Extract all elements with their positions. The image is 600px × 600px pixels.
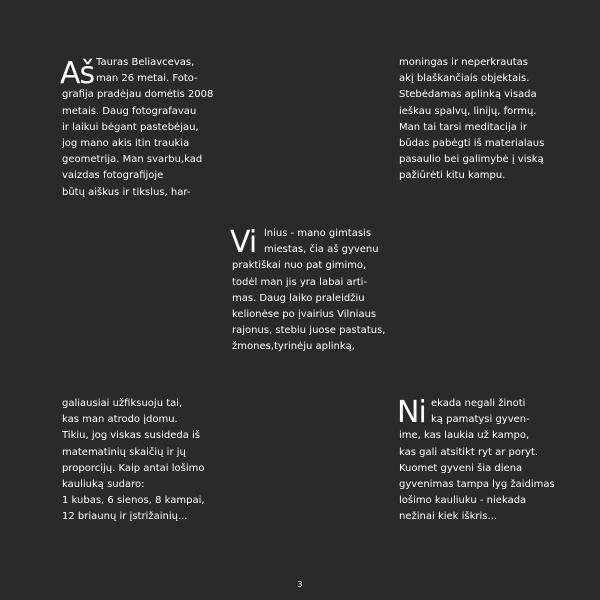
drop-cap: Ni (397, 395, 426, 430)
text-block-intro (62, 55, 242, 201)
text-line: ir laikui bėgant pastebėjau, (62, 121, 199, 133)
text-line: būtų aiškus ir tikslus, har- (62, 186, 191, 198)
text-line: metais. Daug fotografavau (62, 105, 197, 117)
text-line: rajonus, stebiu juose pastatus, (232, 325, 386, 337)
text-line: proporcijų. Kaip antai lošimo (62, 462, 205, 474)
text-line: lnius - mano gimtasis (264, 228, 372, 239)
text-line: vaizdas fotografijoje (62, 170, 164, 182)
text-line: man 26 metai. Foto- (96, 73, 198, 85)
text-line: Tikiu, jog viskas susideda iš (62, 430, 200, 442)
text-line: lošimo kauliuku - niekada (399, 495, 527, 507)
text-line: Man tai tarsi meditacija ir (399, 121, 527, 133)
text-block-continued (399, 55, 579, 185)
text-line: ieškau spalvų, linijų, formų. (399, 105, 537, 117)
text-line: Kuomet gyveni šia diena (399, 462, 523, 474)
text-block-geometry (62, 396, 242, 526)
text-line: gyvenimas tampa lyg žaidimas (399, 479, 555, 491)
drop-cap: Aš (60, 56, 95, 91)
text-line: akį blaškančiais objektais. (399, 73, 530, 85)
text-line: ekada negali žinoti (431, 398, 526, 409)
text-line: geometrija. Man svarbu,kad (62, 154, 203, 166)
text-line: galiausiai užfiksuoju tai, (62, 398, 183, 409)
drop-cap: Vi (230, 225, 257, 260)
text-line: nežinai kiek iškris... (399, 511, 498, 523)
text-line: matematinių skaičių ir jų (62, 446, 186, 458)
text-line: todėl man jis yra labai arti- (232, 276, 368, 288)
text-line: kas man atrodo įdomu. (62, 414, 178, 426)
text-line: žmones,tyrinėju aplinką, (232, 341, 355, 353)
text-line: pasaulio bei galimybė į viską (399, 154, 544, 166)
text-line: ime, kas laukia už kampo, (399, 430, 530, 442)
text-line: grafija pradėjau domėtis 2008 (62, 89, 214, 101)
text-line: 12 briaunų ir įstrižainių... (62, 511, 188, 523)
text-line: kelionėse po įvairius Vilniaus (232, 309, 377, 321)
text-block-never (399, 396, 579, 526)
text-line: moningas ir neperkrautas (399, 57, 528, 68)
text-line: jog mano akis itin traukia (62, 138, 190, 150)
text-line: ką pamatysi gyven- (431, 414, 530, 426)
text-line: 1 kubas, 6 sienos, 8 kampai, (62, 495, 205, 507)
text-line: kas gali atsitikt ryt ar poryt. (399, 446, 539, 458)
text-line: pažiūrėti kitu kampu. (399, 170, 506, 182)
text-line: kauliuką sudaro: (62, 479, 145, 491)
text-line: miestas, čia aš gyvenu (264, 244, 379, 256)
text-line: mas. Daug laiko praleidžiu (232, 292, 365, 304)
text-line: praktiškai nuo pat gimimo, (232, 260, 367, 272)
text-line: būdas pabėgti iš materialaus (399, 138, 545, 150)
text-line: Stebėdamas aplinką visada (399, 89, 537, 101)
text-block-vilnius (232, 226, 412, 356)
text-line: Tauras Beliavcevas, (96, 57, 195, 68)
page-number: 3 (297, 580, 303, 589)
